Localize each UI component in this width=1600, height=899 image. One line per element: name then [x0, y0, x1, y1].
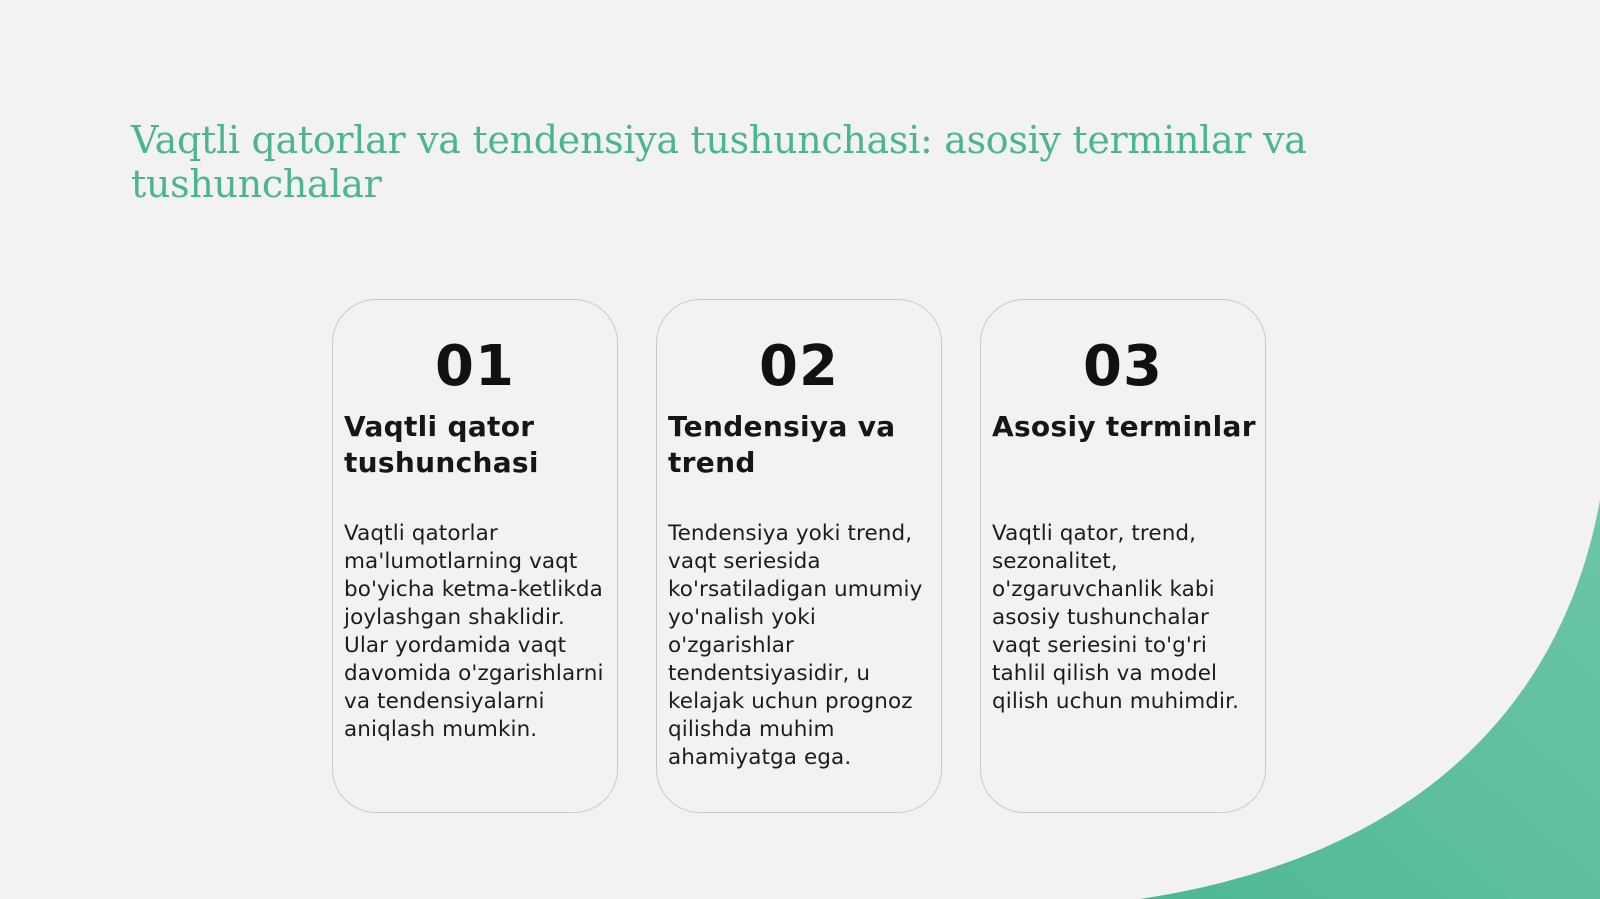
slide-title: Vaqtli qatorlar va tendensiya tushunchasi: asosiy terminlar va tushunchalar: [131, 118, 1307, 206]
card-1: [332, 299, 618, 813]
card-text: Tendensiya yoki trend, vaqt seriesida ko'rsatiladigan umumiy yo'nalish yoki o'zgarishlar tendentsiyasidir, u kelajak uchun prognoz qilishda muhim ahamiyatga ega.: [668, 521, 923, 770]
card-text: Vaqtli qatorlar ma'lumotlarning vaqt bo'yicha ketma-ketlikda joylashgan shaklidir. Ular yordamida vaqt davomida o'zgarishlarni va tendensiyalarni aniqlash mumkin.: [344, 521, 604, 742]
card-number: 02: [759, 334, 839, 399]
card-2: [656, 299, 942, 813]
card-heading: Tendensiya va trend: [668, 410, 896, 479]
card-number: 03: [1083, 334, 1163, 399]
card-heading: Asosiy terminlar: [992, 410, 1256, 443]
card-heading: Vaqtli qator tushunchasi: [344, 410, 539, 479]
card-number: 01: [435, 334, 515, 399]
card-text: Vaqtli qator, trend, sezonalitet, o'zgaruvchanlik kabi asosiy tushunchalar vaqt seriesini to'g'ri tahlil qilish va model qilish uchun muhimdir.: [992, 521, 1240, 714]
card-3: [980, 299, 1266, 813]
